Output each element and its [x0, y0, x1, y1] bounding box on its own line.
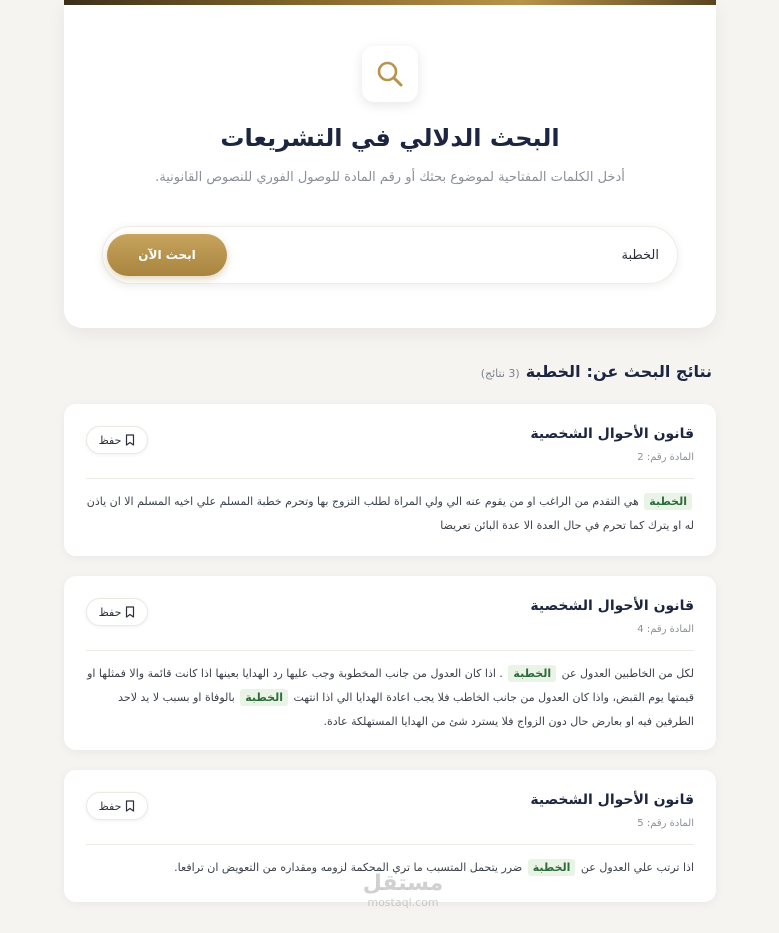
search-icon-box — [362, 46, 418, 102]
text-segment: . اذا كان العدول من جانب المخطوبة وجب عليها رد الهدايا بعينها اذا كانت قائمة والا فمثلها او قيمتها يوم القبض، واذا كان العدول من جانب الخاطب فلا يجب اعادة الهدايا الي اذا انتهت — [87, 667, 694, 704]
search-now-button[interactable]: ابحث الآن — [107, 234, 227, 276]
text-segment: ضرر يتحمل المتسبب ما تري المحكمة لزومه ومقداره من التعويض ان ترافعا. — [174, 861, 526, 874]
watermark-arabic: مستقل — [362, 871, 444, 896]
save-label: حفظ — [98, 605, 122, 619]
highlighted-term: الخطبة — [528, 859, 576, 876]
gold-top-bar — [64, 0, 716, 5]
result-text — [86, 662, 694, 734]
highlighted-term: الخطبة — [644, 493, 692, 510]
page-title: البحث الدلالي في التشريعات — [220, 124, 560, 152]
search-card — [64, 0, 716, 328]
search-icon — [375, 59, 405, 89]
highlighted-term: الخطبة — [240, 689, 288, 706]
divider — [86, 650, 694, 651]
result-law-title[interactable]: قانون الأحوال الشخصية — [530, 598, 694, 614]
bookmark-icon — [125, 800, 135, 812]
page-subtitle: أدخل الكلمات المفتاحية لموضوع بحثك أو رقم المادة للوصول الفوري للنصوص القانونية. — [155, 170, 625, 185]
result-card — [64, 576, 716, 750]
watermark — [343, 872, 463, 909]
highlighted-term: الخطبة — [508, 665, 556, 682]
text-segment: اذا ترتب علي العدول عن — [577, 861, 694, 874]
text-segment: هي التقدم من الراغب او من يقوم عنه الي ولي المراة لطلب التزوج بها وتحرم خطبة المسلم علي اخيه المسلم الا ان ياذن له او يترك كما تحرم في حال العدة الا عدة البائن تعريضا — [86, 495, 694, 532]
result-article-number: المادة رقم: 2 — [637, 452, 694, 463]
result-card — [64, 404, 716, 556]
divider — [86, 844, 694, 845]
results-label: نتائج البحث عن: — [586, 362, 712, 381]
text-segment: لكل من الخاطبين العدول عن — [558, 667, 694, 680]
text-segment: بالوفاة او بسبب لا يد لاحد الطرفين فيه او بعارض حال دون الزواج فلا يسترد شئ من الهدايا المستهلكة عادة. — [118, 691, 694, 728]
result-law-title[interactable]: قانون الأحوال الشخصية — [530, 792, 694, 808]
result-article-number: المادة رقم: 5 — [637, 818, 694, 829]
bookmark-icon — [125, 434, 135, 446]
results-count: (3 نتائج) — [480, 367, 520, 380]
results-term: الخطبة — [525, 362, 581, 381]
save-button[interactable] — [86, 598, 148, 626]
search-bar — [102, 226, 678, 284]
result-law-title[interactable]: قانون الأحوال الشخصية — [530, 426, 694, 442]
save-label: حفظ — [98, 433, 122, 447]
save-button[interactable] — [86, 792, 148, 820]
save-button[interactable] — [86, 426, 148, 454]
search-input[interactable] — [279, 227, 659, 283]
save-label: حفظ — [98, 799, 122, 813]
result-text — [86, 490, 694, 538]
results-heading — [481, 362, 712, 381]
bookmark-icon — [125, 606, 135, 618]
watermark-latin: mostaql.com — [367, 896, 439, 909]
divider — [86, 478, 694, 479]
result-article-number: المادة رقم: 4 — [637, 624, 694, 635]
